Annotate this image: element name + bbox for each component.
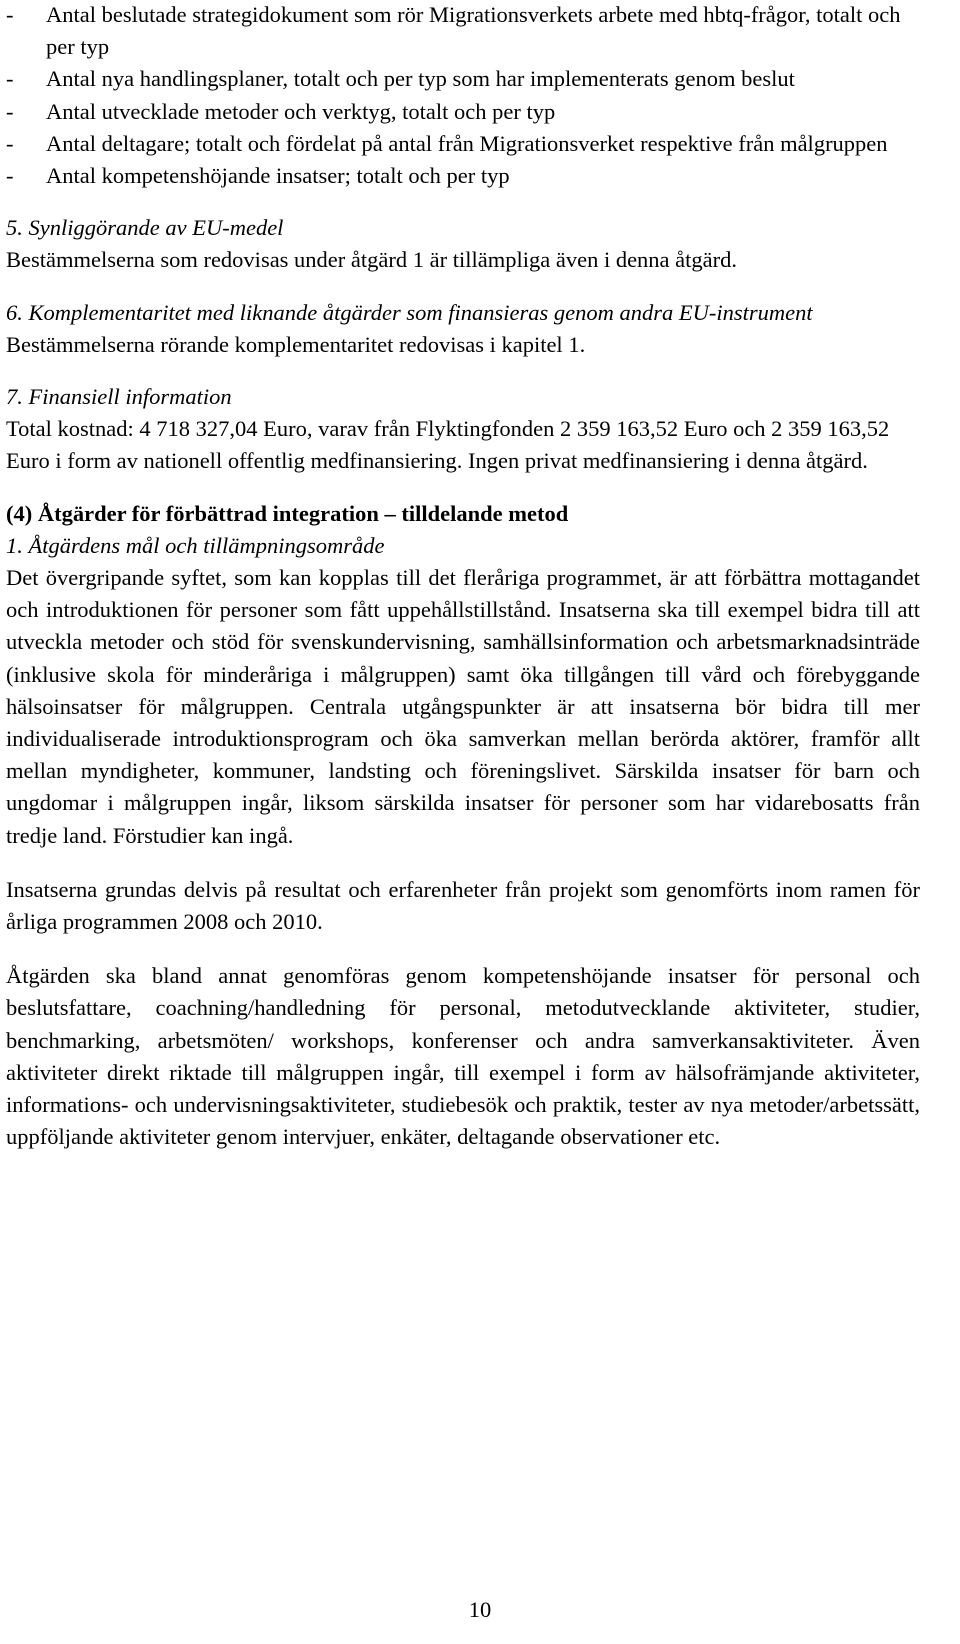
list-dash: - xyxy=(6,2,14,27)
section-6 xyxy=(6,297,920,361)
list-item xyxy=(6,160,920,192)
measure-4-paragraph: Det övergripande syftet, som kan kopplas till det fleråriga programmet, är att förbättra mottagandet och introduktionen för personer som fått uppehållstillstånd. Insatserna ska till exempel bidra till att utveckla metoder och stöd för svenskundervisning, samhällsinformation och arbetsmarknadsinträde (inklusive skola för minderåriga i målgruppen) samt öka tillgången till vård och förebyggande hälsoinsatser för målgruppen. Centrala utgångspunkter är att insatserna bör bidra till mer individualiserade introduktionsprogram och öka samverkan mellan berörda aktörer, framför allt mellan myndigheter, kommuner, landsting och föreningslivet. Särskilda insatser för barn och ungdomar i målgruppen ingår, liksom särskilda insatser för personer som har vidarebosatts från tredje land. Förstudier kan ingå. xyxy=(6,565,920,848)
page-number: 10 xyxy=(468,1597,492,1622)
list-dash: - xyxy=(6,98,14,124)
indicator-list xyxy=(6,0,920,192)
measure-4 xyxy=(6,498,920,1154)
list-dash: - xyxy=(6,66,14,92)
measure-4-paragraph: Insatserna grundas delvis på resultat och erfarenheter från projekt som genomförts inom ramen för årliga programmen 2008 och 2010. xyxy=(6,876,920,935)
measure-4-heading: (4) Åtgärder för förbättrad integration – tilldelande metod xyxy=(6,500,569,526)
section-5-text: Bestämmelserna som redovisas under åtgärd 1 är tillämpliga även i denna åtgärd. xyxy=(6,247,738,273)
list-item-text: Antal kompetenshöjande insatser; totalt och per typ xyxy=(46,163,510,189)
list-dash: - xyxy=(6,163,14,189)
section-5-heading: 5. Synliggörande av EU-medel xyxy=(6,215,284,241)
section-5 xyxy=(6,212,920,276)
document-page xyxy=(6,0,920,1154)
section-7-text: Total kostnad: 4 718 327,04 Euro, varav från Flyktingfonden 2 359 163,52 Euro och 2 359 163,52 Euro i form av nationell offentlig medfinansiering. Ingen privat medfinansiering i denna åtgärd. xyxy=(6,416,890,474)
section-6-heading: 6. Komplementaritet med liknande åtgärder som finansieras genom andra EU-instrument xyxy=(6,299,813,325)
list-item xyxy=(6,63,920,95)
list-item xyxy=(6,96,920,128)
measure-4-paragraph: Åtgärden ska bland annat genomföras genom kompetenshöjande insatser för personal och beslutsfattare, coachning/handledning för personal, metodutvecklande aktiviteter, studier, benchmarking, arbetsmöten/ workshops, konferenser och andra samverkansaktiviteter. Även aktiviteter direkt riktade till målgruppen ingår, till exempel i form av hälsofrämjande aktiviteter, informations- och undervisningsaktiviteter, studiebesök och praktik, tester av nya metoder/arbetssätt, uppföljande aktiviteter genom intervjuer, enkäter, deltagande observationer etc. xyxy=(6,963,920,1150)
list-item xyxy=(6,128,920,160)
section-7-heading: 7. Finansiell information xyxy=(6,384,232,410)
list-item-text: Antal nya handlingsplaner, totalt och per typ som har implementerats genom beslut xyxy=(46,66,795,92)
list-item-text: Antal deltagare; totalt och fördelat på antal från Migrationsverket respektive från målgruppen xyxy=(46,130,888,156)
section-6-text: Bestämmelserna rörande komplementaritet redovisas i kapitel 1. xyxy=(6,331,586,357)
list-item xyxy=(6,0,920,63)
measure-4-subheading: 1. Åtgärdens mål och tillämpningsområde xyxy=(6,532,385,558)
list-item-text: Antal utvecklade metoder och verktyg, totalt och per typ xyxy=(46,98,556,124)
list-dash: - xyxy=(6,130,14,156)
list-item-text: Antal beslutade strategidokument som rör Migrationsverkets arbete med hbtq-frågor, totalt och per typ xyxy=(46,2,901,60)
section-7 xyxy=(6,381,920,478)
